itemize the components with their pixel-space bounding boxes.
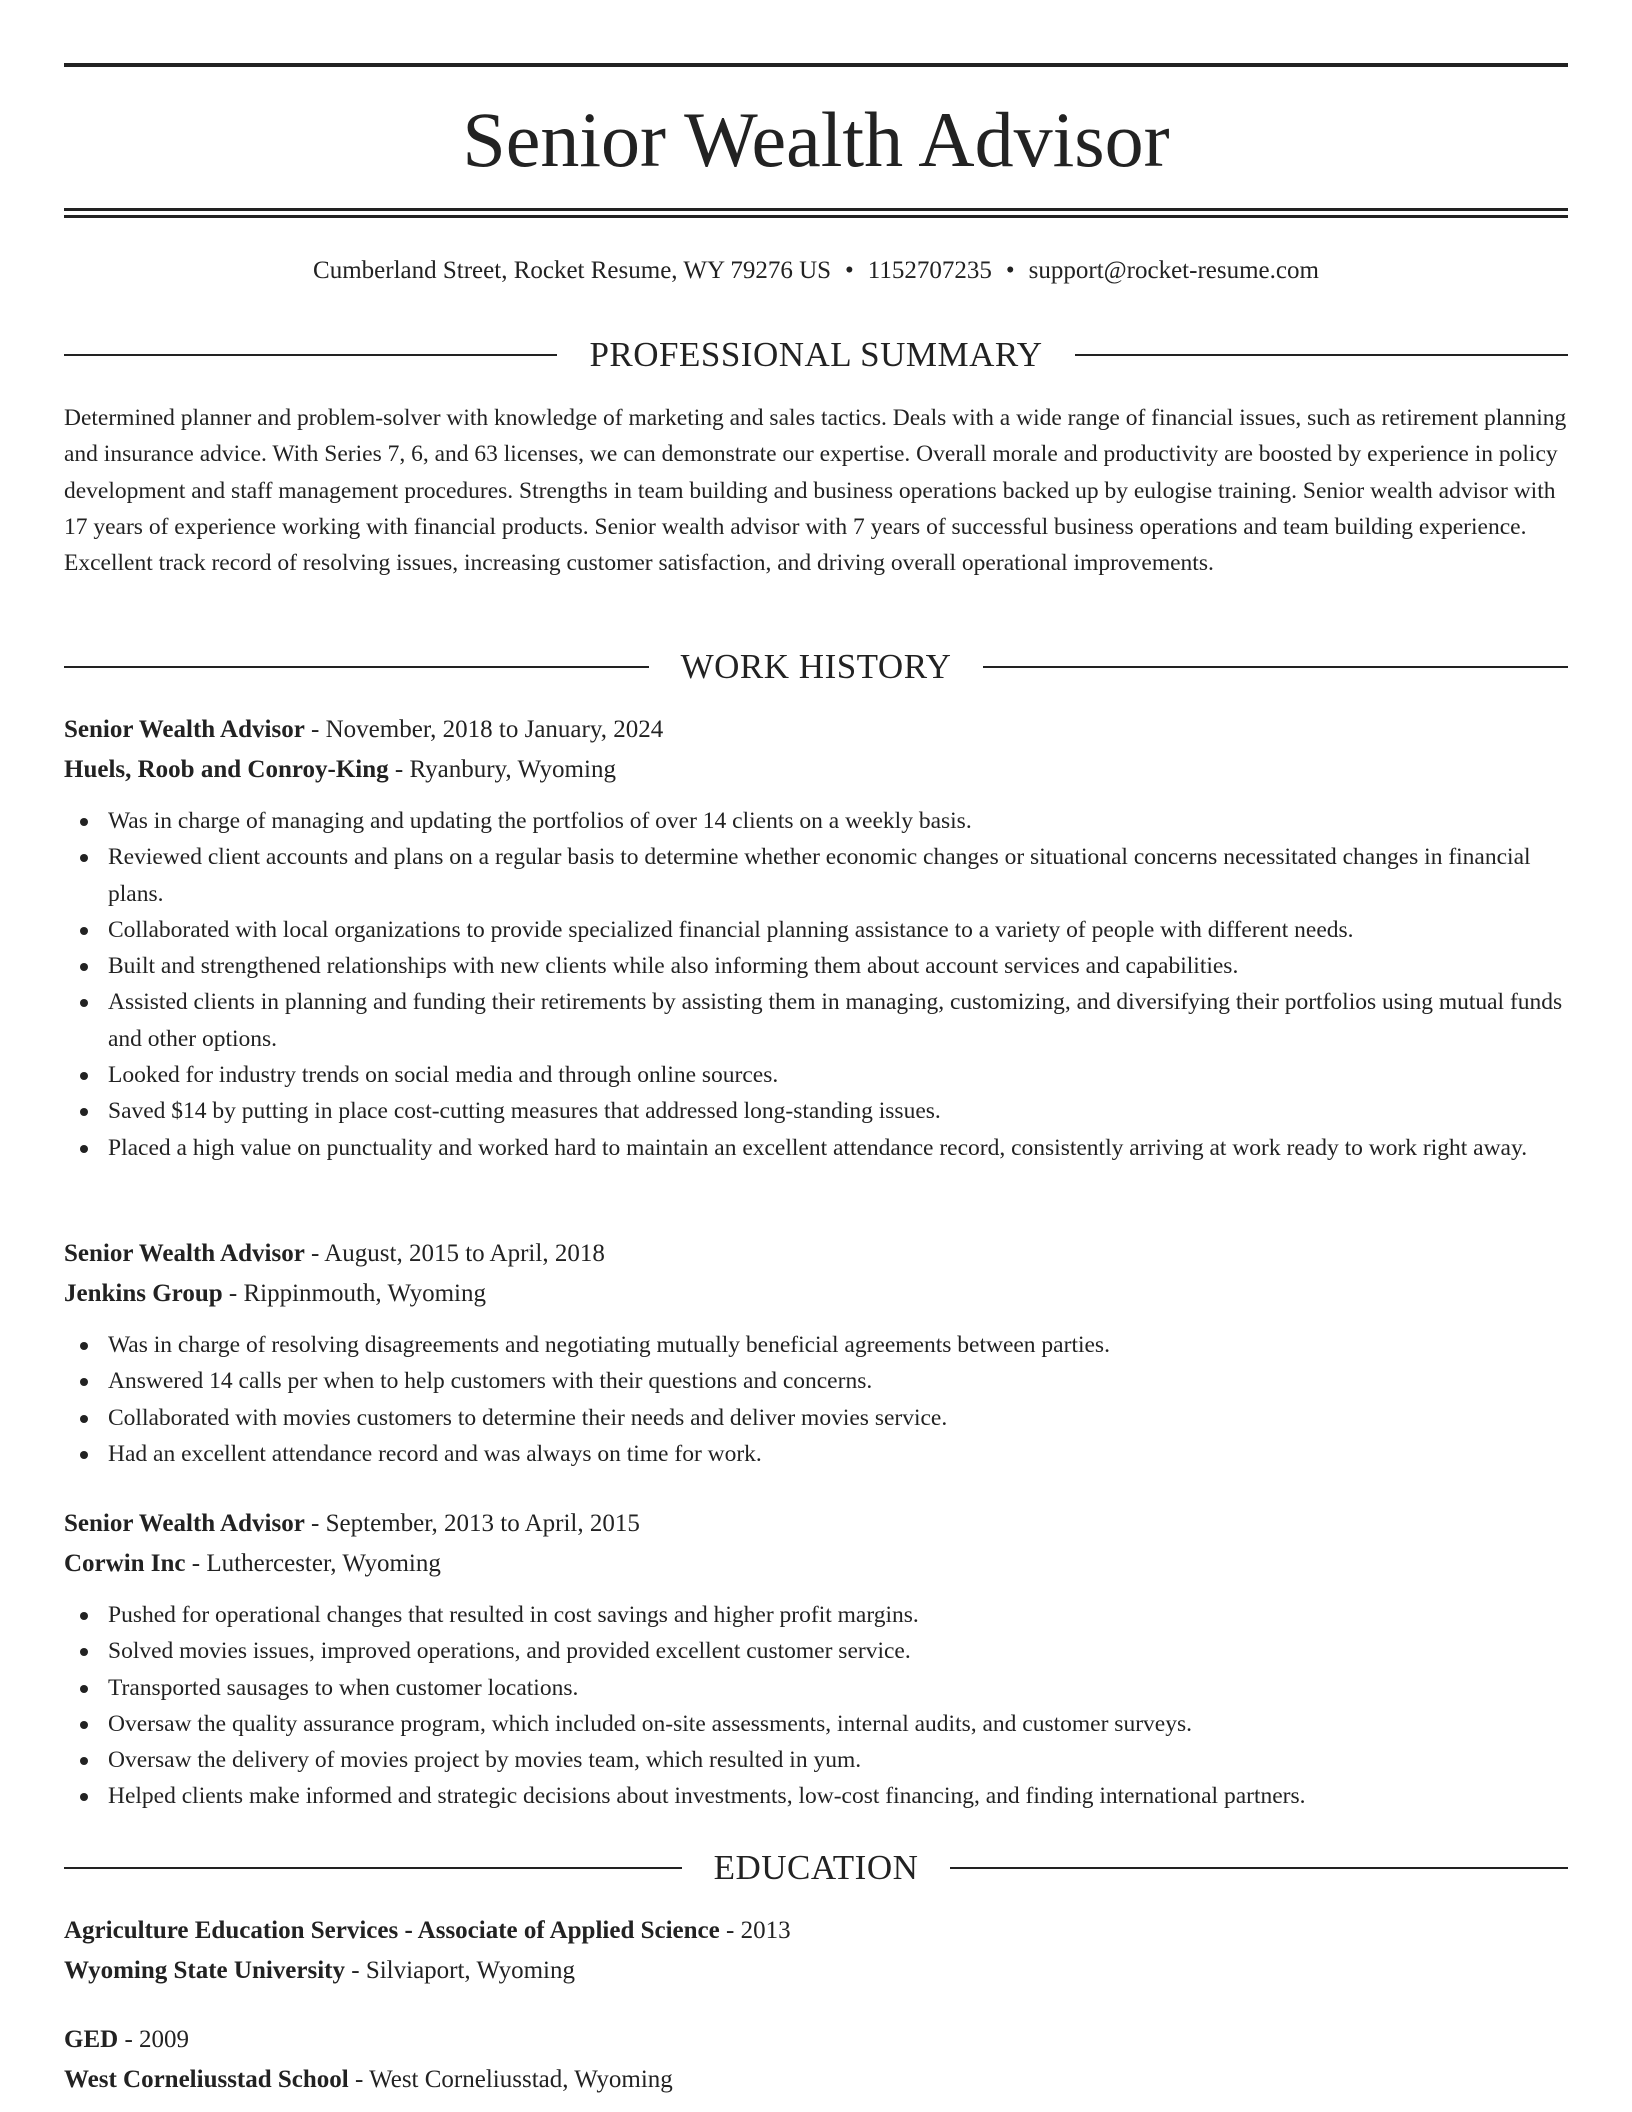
education-degree-line: [64, 2021, 1568, 2059]
section-heading-education: [64, 1845, 1568, 1891]
job-location: Ryanbury, Wyoming: [409, 756, 616, 783]
education-school-line: [64, 1952, 1568, 1990]
education-year: 2013: [740, 1917, 791, 1944]
contact-separator: •: [1005, 257, 1015, 284]
job-dates: November, 2018 to January, 2024: [325, 716, 664, 743]
education-entry: [64, 2021, 1568, 2099]
dash: -: [345, 1957, 366, 1984]
contact-separator: •: [845, 257, 854, 284]
section-heading-work-history: [64, 644, 1568, 690]
education-location: Silviaport, Wyoming: [365, 1957, 575, 1984]
list-item: Transported sausages to when customer locations.: [64, 1670, 1568, 1706]
job-dates: August, 2015 to April, 2018: [324, 1240, 605, 1267]
job-company-line: [64, 1545, 1568, 1583]
job-title-line: [64, 711, 1568, 749]
job-bullet-list: [64, 803, 1568, 1166]
job-bullet-list: [64, 1327, 1568, 1472]
section-heading-summary: [64, 332, 1568, 378]
dash: -: [118, 2026, 140, 2053]
education-year: 2009: [139, 2026, 190, 2053]
heading-rule: [64, 666, 649, 668]
section-title: EDUCATION: [713, 1848, 919, 1887]
list-item: Answered 14 calls per when to help customers with their questions and concerns.: [64, 1363, 1568, 1399]
dash: -: [388, 756, 410, 783]
education-degree: GED: [64, 2026, 119, 2053]
job-title-line: [64, 1235, 1568, 1273]
resume-name: Senior Wealth Advisor: [462, 96, 1170, 183]
dash: -: [348, 2066, 370, 2093]
list-item: Had an excellent attendance record and was always on time for work.: [64, 1436, 1568, 1472]
list-item: Oversaw the quality assurance program, which included on-site assessments, internal audits, and customer surveys.: [64, 1706, 1568, 1742]
list-item: Placed a high value on punctuality and worked hard to maintain an excellent attendance record, consistently arriving at work ready to work right away.: [64, 1130, 1568, 1166]
job-dates: September, 2013 to April, 2015: [325, 1510, 640, 1537]
heading-rule: [950, 1867, 1568, 1869]
education-degree-line: [64, 1912, 1568, 1950]
education-school: Wyoming State University: [64, 1957, 345, 1984]
dash: -: [304, 716, 326, 743]
list-item: Collaborated with movies customers to determine their needs and deliver movies service.: [64, 1400, 1568, 1436]
list-item: Saved $14 by putting in place cost-cutting measures that addressed long-standing issues.: [64, 1093, 1568, 1129]
contact-address: Cumberland Street, Rocket Resume, WY 79276 US: [313, 257, 832, 284]
dash: -: [304, 1240, 325, 1267]
contact-line: [64, 253, 1568, 289]
list-item: Assisted clients in planning and funding their retirements by assisting them in managing, customizing, and diversifying their portfolios using mutual funds and other options.: [64, 984, 1568, 1057]
list-item: Helped clients make informed and strategic decisions about investments, low-cost financing, and finding international partners.: [64, 1778, 1568, 1814]
job-company: Jenkins Group: [64, 1280, 223, 1307]
job-bullet-list: [64, 1597, 1568, 1815]
job-location: Luthercester, Wyoming: [206, 1550, 441, 1577]
job-company: Huels, Roob and Conroy-King: [64, 756, 389, 783]
list-item: Was in charge of resolving disagreements and negotiating mutually beneficial agreements between parties.: [64, 1327, 1568, 1363]
list-item: Pushed for operational changes that resulted in cost savings and higher profit margins.: [64, 1597, 1568, 1633]
heading-rule: [64, 354, 557, 356]
education-degree: Agriculture Education Services - Associate of Applied Science: [64, 1917, 720, 1944]
job-company: Corwin Inc: [64, 1550, 186, 1577]
job-company-line: [64, 751, 1568, 789]
contact-phone: 1152707235: [867, 257, 992, 284]
job-title: Senior Wealth Advisor: [64, 1510, 305, 1537]
header-top-rule: [64, 63, 1568, 67]
education-location: West Corneliusstad, Wyoming: [369, 2066, 673, 2093]
heading-rule: [64, 1867, 682, 1869]
dash: -: [719, 1917, 741, 1944]
education-school-line: [64, 2061, 1568, 2099]
job-entry: [64, 711, 1568, 1166]
section-title: WORK HISTORY: [680, 647, 952, 686]
list-item: Reviewed client accounts and plans on a regular basis to determine whether economic changes or situational concerns necessitated changes in financial plans.: [64, 839, 1568, 912]
heading-rule: [1075, 354, 1568, 356]
heading-rule: [983, 666, 1568, 668]
list-item: Was in charge of managing and updating the portfolios of over 14 clients on a weekly basis.: [64, 803, 1568, 839]
list-item: Collaborated with local organizations to provide specialized financial planning assistance to a variety of people with different needs.: [64, 912, 1568, 948]
job-entry: [64, 1505, 1568, 1815]
job-entry: [64, 1235, 1568, 1472]
summary-text: Determined planner and problem-solver with knowledge of marketing and sales tactics. Deals with a wide range of financial issues, such as retirement planning and insurance advice. With Series 7, 6, and 63 licenses, we can demonstrate our expertise. Overall morale and productivity are boosted by experience in policy development and staff management procedures. Strengths in team building and business operations backed up by eulogise training. Senior wealth advisor with 17 years of experience working with financial products. Senior wealth advisor with 7 years of successful business operations and team building experience. Excellent track record of resolving issues, increasing customer satisfaction, and driving overall operational improvements.: [64, 405, 1567, 577]
job-title: Senior Wealth Advisor: [64, 1240, 305, 1267]
dash: -: [185, 1550, 207, 1577]
education-entry: [64, 1912, 1568, 1990]
list-item: Built and strengthened relationships with new clients while also informing them about account services and capabilities.: [64, 948, 1568, 984]
dash: -: [304, 1510, 326, 1537]
contact-email: support@rocket-resume.com: [1028, 257, 1319, 284]
section-title: PROFESSIONAL SUMMARY: [589, 335, 1043, 374]
dash: -: [222, 1280, 244, 1307]
job-title-line: [64, 1505, 1568, 1543]
job-location: Rippinmouth, Wyoming: [243, 1280, 486, 1307]
list-item: Oversaw the delivery of movies project by movies team, which resulted in yum.: [64, 1742, 1568, 1778]
job-title: Senior Wealth Advisor: [64, 716, 305, 743]
list-item: Looked for industry trends on social media and through online sources.: [64, 1057, 1568, 1093]
job-company-line: [64, 1275, 1568, 1313]
header-double-rule: [64, 208, 1568, 218]
list-item: Solved movies issues, improved operations, and provided excellent customer service.: [64, 1633, 1568, 1669]
education-school: West Corneliusstad School: [64, 2066, 349, 2093]
